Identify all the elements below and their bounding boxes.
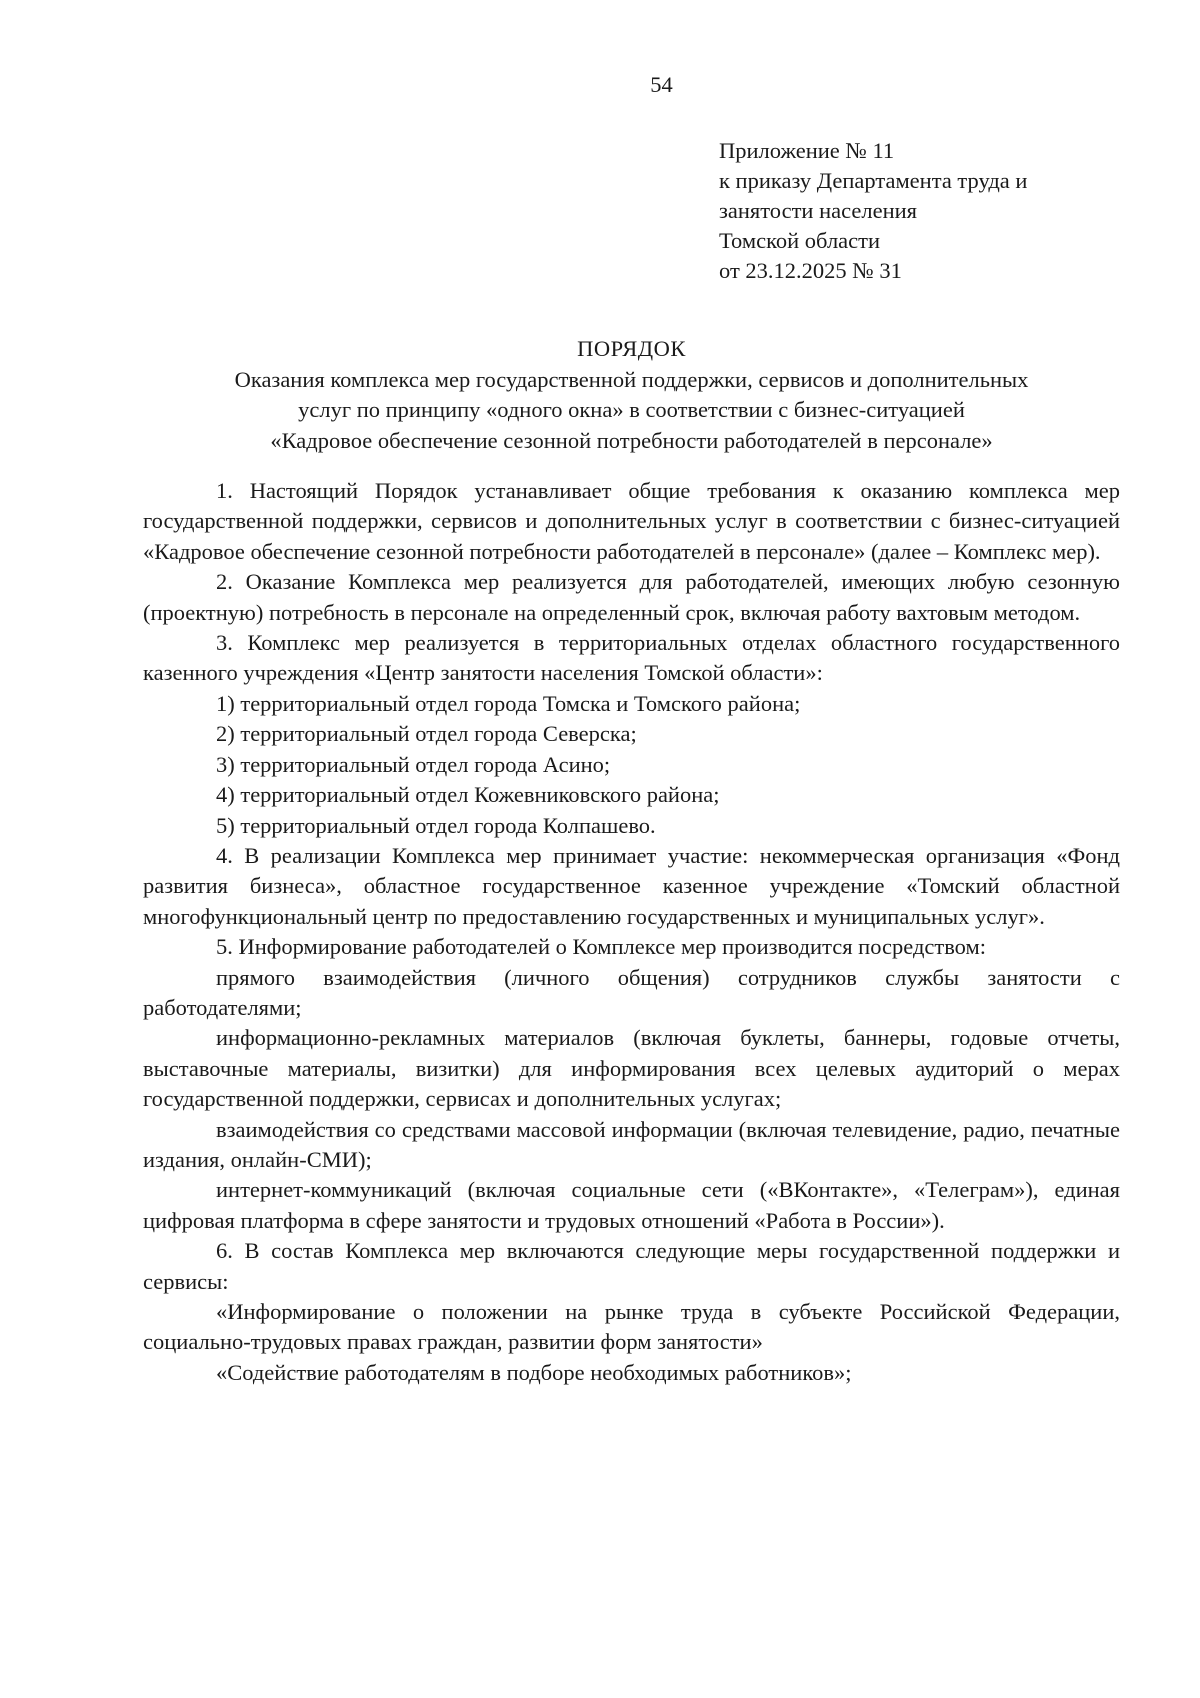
paragraph: «Информирование о положении на рынке труда в субъекте Российской Федерации, социально-трудовых правах граждан, развитии форм занятости»	[143, 1299, 1120, 1355]
list-item: 2) территориальный отдел города Северска;	[216, 721, 637, 747]
paragraph: «Содействие работодателям в подборе необходимых работников»;	[216, 1359, 852, 1385]
paragraph: 1. Настоящий Порядок устанавливает общие требования к оказанию комплекса мер государственной поддержки, сервисов и дополнительных услуг в соответствии с бизнес-ситуацией «Кадровое обеспечение сезонной потребности работодателей в персонале» (далее – Комплекс мер).	[143, 478, 1120, 564]
list-item: 1) территориальный отдел города Томска и Томского района;	[216, 690, 801, 716]
paragraph: 5. Информирование работодателей о Комплексе мер производится посредством:	[216, 934, 986, 960]
paragraph: 3. Комплекс мер реализуется в территориальных отделах областного государственного казенного учреждения «Центр занятости населения Томской области»:	[143, 630, 1120, 686]
document-body	[143, 476, 1120, 1388]
subtitle-line: «Кадровое обеспечение сезонной потребности работодателей в персонале»	[270, 427, 993, 453]
list-item: 3) территориальный отдел города Асино;	[216, 751, 611, 777]
appendix-block	[719, 136, 1120, 286]
subtitle-line: услуг по принципу «одного окна» в соответствии с бизнес-ситуацией	[298, 397, 965, 423]
appendix-line: Приложение № 11	[719, 138, 895, 164]
paragraph: интернет-коммуникаций (включая социальные сети («ВКонтакте», «Телеграм»), единая цифровая платформа в сфере занятости и трудовых отношений «Работа в России»).	[143, 1177, 1120, 1233]
appendix-line: занятости населения	[719, 198, 918, 224]
appendix-line: к приказу Департамента труда и	[719, 168, 1028, 194]
paragraph: взаимодействия со средствами массовой информации (включая телевидение, радио, печатные издания, онлайн-СМИ);	[143, 1116, 1120, 1172]
paragraph: 4. В реализации Комплекса мер принимает участие: некоммерческая организация «Фонд развития бизнеса», областное государственное казенное учреждение «Томский областной многофункциональный центр по предоставлению государственных и муниципальных услуг».	[143, 842, 1120, 929]
appendix-line: от 23.12.2025 № 31	[719, 258, 902, 284]
subtitle-line: Оказания комплекса мер государственной поддержки, сервисов и дополнительных	[234, 366, 1029, 392]
list-item: 4) территориальный отдел Кожевниковского района;	[216, 782, 720, 808]
page-number: 54	[650, 72, 673, 97]
appendix-line: Томской области	[719, 228, 881, 254]
document-subtitle	[143, 365, 1120, 456]
list-item: 5) территориальный отдел города Колпашево.	[216, 812, 656, 838]
paragraph: прямого взаимодействия (личного общения) сотрудников службы занятости с работодателями;	[143, 964, 1120, 1020]
document-title	[143, 334, 1120, 364]
title-main: ПОРЯДОК	[577, 336, 686, 362]
paragraph: 6. В состав Комплекса мер включаются следующие меры государственной поддержки и сервисы:	[143, 1238, 1120, 1294]
paragraph: 2. Оказание Комплекса мер реализуется для работодателей, имеющих любую сезонную (проектную) потребность в персонале на определенный срок, включая работу вахтовым методом.	[143, 569, 1120, 625]
paragraph: информационно-рекламных материалов (включая буклеты, баннеры, годовые отчеты, выставочные материалы, визитки) для информирования всех целевых аудиторий о мерах государственной поддержки, сервисах и дополнительных услугах;	[143, 1025, 1120, 1112]
